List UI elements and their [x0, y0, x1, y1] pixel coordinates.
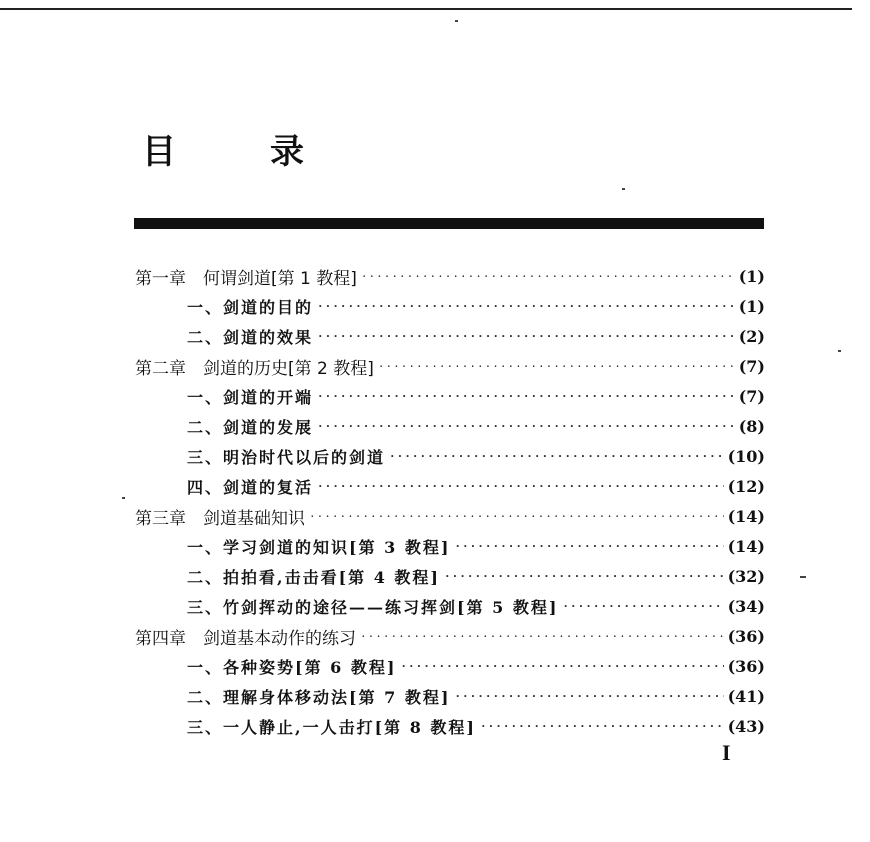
toc-leader-dots — [562, 600, 723, 613]
toc-section-entry — [187, 532, 765, 560]
toc-entry-page: (12) — [727, 476, 765, 496]
title-char-1: 目 — [142, 132, 176, 172]
toc-entry-page: (1) — [738, 296, 765, 316]
scan-speck — [455, 20, 458, 22]
title-divider-bar — [134, 218, 764, 229]
scan-speck — [800, 576, 806, 578]
toc-leader-dots — [317, 420, 735, 433]
toc-section-entry — [187, 682, 765, 710]
toc-entry-page: (1) — [738, 266, 765, 286]
toc-leader-dots — [444, 570, 724, 583]
toc-entry-title: 三、一人静止,一人击打[第 8 教程] — [187, 717, 476, 737]
toc-section-entry — [187, 652, 765, 680]
toc-entry-title: 二、拍拍看,击击看[第 4 教程] — [187, 567, 440, 587]
toc-leader-dots — [454, 540, 723, 553]
toc-title — [142, 132, 342, 172]
toc-chapter-entry — [135, 502, 765, 530]
toc-chapter-entry — [135, 262, 765, 290]
toc-entry-page: (34) — [727, 596, 765, 616]
toc-entry-page: (7) — [738, 386, 765, 406]
toc-entry-page: (10) — [727, 446, 765, 466]
toc-leader-dots — [317, 480, 724, 493]
toc-entry-title: 四、剑道的复活 — [187, 477, 314, 497]
toc-leader-dots — [317, 300, 735, 313]
toc-leader-dots — [480, 720, 724, 733]
toc-entry-title: 第四章 剑道基本动作的练习 — [135, 628, 356, 649]
toc-leader-dots — [361, 270, 735, 283]
toc-section-entry — [187, 592, 765, 620]
toc-section-entry — [187, 382, 765, 410]
toc-entry-title: 二、理解身体移动法[第 7 教程] — [187, 687, 451, 707]
toc-section-entry — [187, 322, 765, 350]
toc-entry-page: (2) — [738, 326, 765, 346]
toc-entry-title: 一、剑道的开端 — [187, 387, 314, 407]
toc-leader-dots — [389, 450, 724, 463]
toc-entry-title: 三、明治时代以后的剑道 — [187, 447, 386, 467]
toc-entry-title: 第一章 何谓剑道[第 1 教程] — [135, 268, 357, 289]
toc-leader-dots — [317, 390, 735, 403]
toc-leader-dots — [454, 690, 723, 703]
page-number: I — [722, 740, 731, 765]
title-char-2: 录 — [270, 132, 304, 172]
toc-entry-title: 三、竹剑挥动的途径——练习挥剑[第 5 教程] — [187, 597, 559, 617]
toc-entry-page: (14) — [727, 506, 765, 526]
toc-leader-dots — [317, 330, 735, 343]
top-border-line — [0, 8, 852, 10]
toc-entry-page: (7) — [738, 356, 765, 376]
toc-entry-title: 二、剑道的效果 — [187, 327, 314, 347]
toc-section-entry — [187, 712, 765, 740]
toc-entry-page: (14) — [727, 536, 765, 556]
toc-section-entry — [187, 562, 765, 590]
toc-entry-page: (43) — [727, 716, 765, 736]
toc-chapter-entry — [135, 622, 765, 650]
toc-leader-dots — [360, 630, 724, 643]
toc-entry-page: (8) — [738, 416, 765, 436]
toc-entry-title: 一、各种姿势[第 6 教程] — [187, 657, 397, 677]
toc-entry-title: 二、剑道的发展 — [187, 417, 314, 437]
toc-entry-title: 一、剑道的目的 — [187, 297, 314, 317]
toc-leader-dots — [378, 360, 735, 373]
scan-speck — [838, 350, 841, 352]
toc-leader-dots — [309, 510, 724, 523]
toc-leader-dots — [400, 660, 723, 673]
toc-entry-page: (41) — [727, 686, 765, 706]
toc-section-entry — [187, 472, 765, 500]
scan-speck — [122, 497, 125, 499]
toc-entry-page: (36) — [727, 656, 765, 676]
toc-entry-page: (36) — [727, 626, 765, 646]
toc-section-entry — [187, 292, 765, 320]
toc-entry-page: (32) — [727, 566, 765, 586]
toc-section-entry — [187, 442, 765, 470]
toc-section-entry — [187, 412, 765, 440]
scan-speck — [622, 188, 625, 190]
toc-chapter-entry — [135, 352, 765, 380]
toc-entry-title: 第三章 剑道基础知识 — [135, 508, 305, 529]
toc-entry-title: 第二章 剑道的历史[第 2 教程] — [135, 358, 374, 379]
toc-entry-title: 一、学习剑道的知识[第 3 教程] — [187, 537, 451, 557]
